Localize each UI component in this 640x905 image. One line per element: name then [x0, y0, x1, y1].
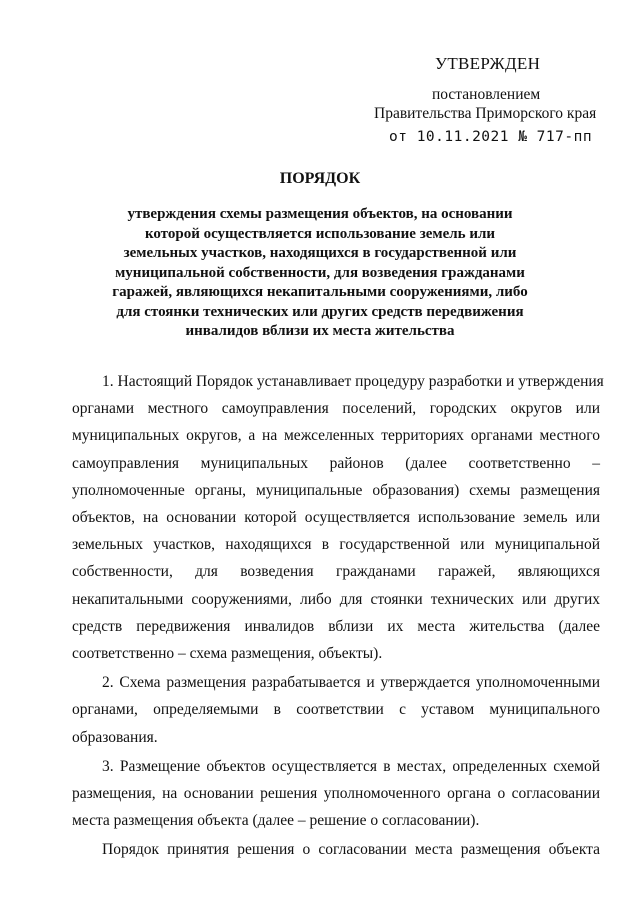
paragraph-2-line: образования.: [72, 728, 158, 746]
paragraph-4-line: Порядок принятия решения о согласовании места размещения объекта: [102, 841, 600, 859]
paragraph-1-line: собственности, для возведения гражданами гаражей, являющихся: [72, 563, 600, 581]
paragraph-1-line: некапитальными сооружениями, либо для стоянки технических или других: [72, 590, 600, 608]
approval-title: УТВЕРЖДЕН: [435, 54, 541, 73]
paragraph-1-line: муниципальных округов, а на межселенных территориях органами местного: [72, 427, 600, 445]
document-subtitle: [110, 205, 530, 342]
paragraph-1-line: уполномоченные органы, муниципальные образования) схемы размещения: [72, 481, 600, 499]
paragraph-3-line: 3. Размещение объектов осуществляется в местах, определенных схемой: [102, 757, 600, 775]
paragraph-1-line: соответственно – схема размещения, объекты).: [72, 645, 383, 663]
approval-authority: Правительства Приморского края: [374, 105, 597, 122]
document-title: ПОРЯДОК: [279, 170, 361, 187]
subtitle-line: гаражей, являющихся некапитальными сооружениями, либо: [112, 284, 528, 300]
subtitle-line: утверждения схемы размещения объектов, на основании: [127, 206, 513, 222]
paragraph-1-line: средств передвижения инвалидов вблизи их места жительства (далее: [72, 617, 600, 635]
paragraph-2-line: органами, определяемыми в соответствии с уставом муниципального: [72, 701, 600, 719]
paragraph-3-line: размещения, на основании решения уполномоченного органа о согласовании: [72, 785, 600, 803]
paragraph-3-line: места размещения объекта (далее – решение о согласовании).: [72, 812, 480, 830]
subtitle-line: муниципальной собственности, для возведения гражданами: [115, 264, 525, 281]
paragraph-2-line: 2. Схема размещения разрабатывается и утверждается уполномоченными: [102, 674, 600, 692]
subtitle-line: инвалидов вблизи их места жительства: [185, 323, 455, 339]
paragraph-1-line: 1. Настоящий Порядок устанавливает процедуру разработки и утверждения: [102, 373, 604, 390]
paragraph-1-line: объектов, на основании которой осуществляется использование земель или: [72, 509, 600, 527]
document-body: [72, 368, 604, 864]
subtitle-line: для стоянки технических или других средств передвижения: [116, 303, 524, 320]
paragraph-1-line: земельных участков, находящихся в государственной или муниципальной: [72, 536, 600, 554]
paragraph-1-line: самоуправления муниципальных районов (далее соответственно –: [72, 454, 600, 472]
subtitle-line: которой осуществляется использование земель или: [144, 225, 496, 242]
approval-date-number: от 10.11.2021 № 717-пп: [389, 129, 593, 145]
paragraph-1-line: органами местного самоуправления поселений, городских округов или: [72, 400, 600, 418]
approval-resolution-label: постановлением: [432, 86, 541, 103]
subtitle-line: земельных участков, находящихся в государственной или: [123, 245, 517, 261]
